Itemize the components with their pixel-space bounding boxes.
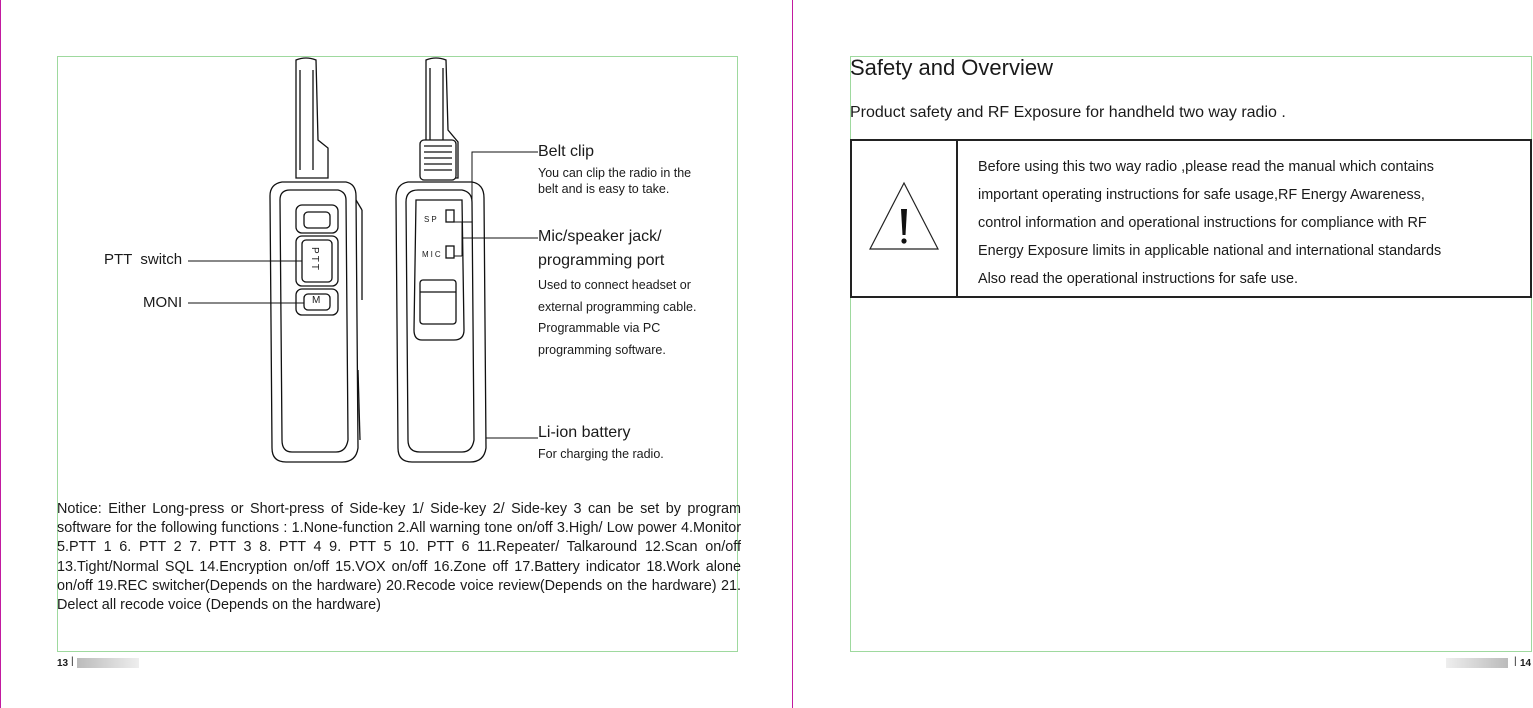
page-number-separator-left: | xyxy=(71,656,74,667)
warning-text-cell xyxy=(957,140,1531,297)
warning-line-4: Energy Exposure limits in applicable national and international standards xyxy=(978,243,1442,259)
center-fold-line xyxy=(792,0,793,708)
radio-front-body xyxy=(270,182,358,462)
sp-label: SP xyxy=(424,215,439,224)
mic-jack-desc-3: Programmable via PC xyxy=(538,321,661,335)
warning-line-2: important operating instructions for safe usage,RF Energy Awareness, xyxy=(978,187,1425,203)
mic-jack-desc-2: external programming cable. xyxy=(538,300,697,314)
notice-paragraph: Notice: Either Long-press or Short-press of Side-key 1/ Side-key 2/ Side-key 3 can be set by program software for the following functions : 1.None-function 2.All warning tone on/off 3.High/ Low power 4.Monitor 5.PTT 1 6. PTT 2 7. PTT 3 8. PTT 4 9. PTT 5 10. PTT 6 11.Repeater/ Talkaround 12.Scan on/off 13.Tight/Normal SQL 14.Encryption on/off 15.VOX on/off 16.Zone off 17.Battery indicator 18.Work alone on/off 19.REC switcher(Depends on the hardware) 20.Recode voice review(Depends on the hardware) 21. Delect all recode voice (Depends on the hardware) xyxy=(57,501,741,614)
mic-jack-title-2: programming port xyxy=(538,252,665,269)
safety-warning-table xyxy=(850,139,1532,298)
belt-clip-desc-2: belt and is easy to take. xyxy=(538,182,670,196)
warning-icon-cell xyxy=(851,140,957,297)
page-title: Safety and Overview xyxy=(850,55,1053,80)
m-button-label: M xyxy=(312,295,321,306)
page-bar-right xyxy=(1446,658,1508,668)
warning-triangle-icon xyxy=(867,179,941,253)
belt-clip-title: Belt clip xyxy=(538,143,595,160)
page-number-separator-right: | xyxy=(1514,656,1517,667)
radio-illustration xyxy=(0,0,792,500)
mic-jack-desc-4: programming software. xyxy=(538,343,666,357)
warning-line-5: Also read the operational instructions for safe use. xyxy=(978,271,1298,287)
page-bar-left xyxy=(77,658,139,668)
moni-callout: MONI xyxy=(143,294,183,311)
page-subtitle: Product safety and RF Exposure for handheld two way radio . xyxy=(850,104,1286,121)
mic-jack-title-1: Mic/speaker jack/ xyxy=(538,228,662,245)
battery-title: Li-ion battery xyxy=(538,424,631,441)
battery-desc: For charging the radio. xyxy=(538,447,664,461)
page-number-left: 13 xyxy=(57,658,69,669)
mic-label: MIC xyxy=(422,250,443,259)
belt-clip-desc-1: You can clip the radio in the xyxy=(538,166,692,180)
ptt-button-label: PTT xyxy=(308,247,320,272)
warning-line-3: control information and operational instructions for compliance with RF xyxy=(978,215,1427,231)
warning-line-1: Before using this two way radio ,please read the manual which contains xyxy=(978,159,1434,175)
page-number-right: 14 xyxy=(1520,658,1532,669)
antenna-left-icon xyxy=(296,58,328,178)
mic-jack-desc-1: Used to connect headset or xyxy=(538,278,691,292)
ptt-switch-callout: PTT switch xyxy=(104,251,183,268)
